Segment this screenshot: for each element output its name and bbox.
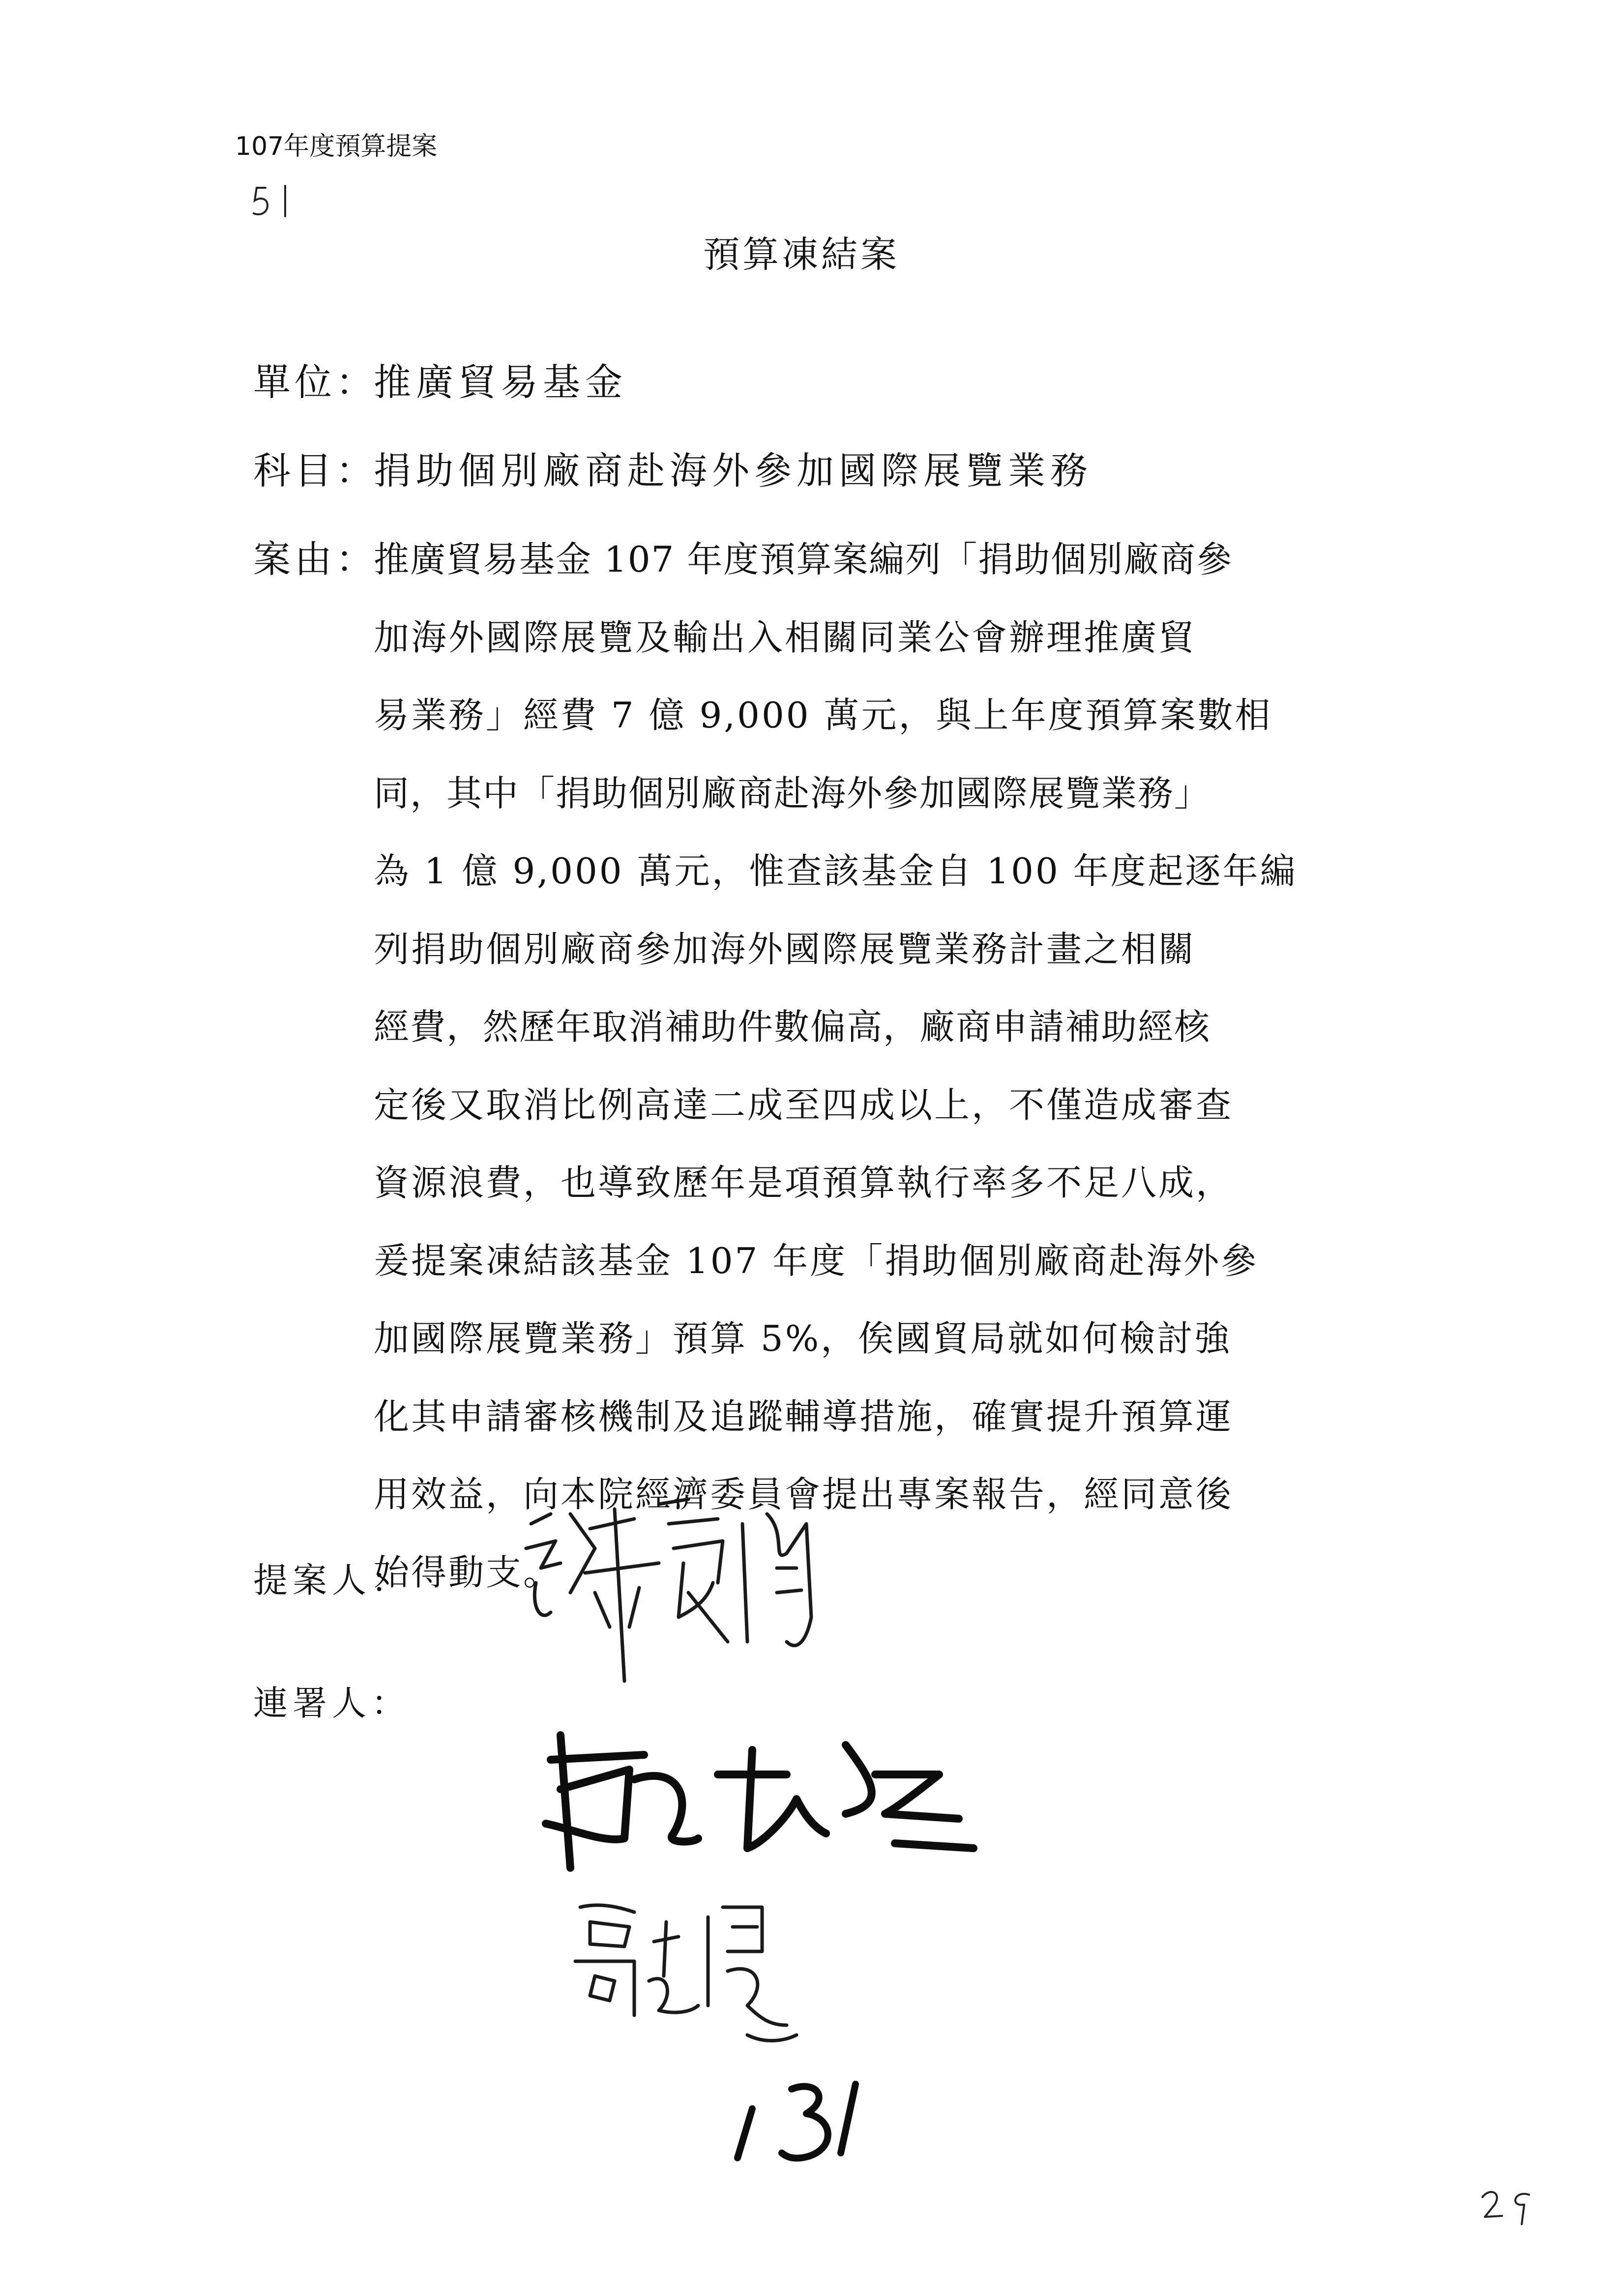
reason-line: 加海外國際展覽及輸出入相關同業公會辦理推廣貿 — [374, 616, 1196, 658]
proposer-label: 提案人： — [253, 1560, 411, 1600]
unit-label: 單位： — [253, 360, 377, 404]
reason-line: 列捐助個別廠商參加海外國際展覽業務計畫之相關 — [374, 928, 1196, 970]
handwritten-page-number-glyphs — [718, 2069, 885, 2168]
document-title: 預算凍結案 — [703, 233, 900, 276]
reason-line: 同，其中「捐助個別廠商赴海外參加國際展覽業務」 — [374, 772, 1211, 814]
reason-line: 用效益，向本院經濟委員會提出專案報告，經同意後 — [374, 1474, 1234, 1515]
handwritten-case-number-glyphs — [246, 182, 305, 221]
subject-value: 捐助個別廠商赴海外參加國際展覽業務 — [374, 449, 1093, 493]
cosigner-signature-1 — [531, 1720, 1023, 1878]
cosigner-label: 連署人： — [253, 1683, 411, 1723]
header-note: 107年度預算提案 — [235, 132, 438, 161]
cosigner-signature-2 — [561, 1897, 836, 2055]
unit-value: 推廣貿易基金 — [374, 360, 627, 404]
reason-line: 易業務」經費 7 億 9,000 萬元，與上年度預算案數相 — [374, 695, 1272, 736]
handwritten-sheet-number — [1475, 2182, 1544, 2227]
subject-label: 科目： — [253, 449, 377, 493]
reason-label: 案由： — [253, 537, 377, 581]
handwritten-case-number — [246, 182, 305, 221]
handwritten-sheet-number-glyphs — [1475, 2182, 1544, 2227]
reason-line: 經費，然歷年取消補助件數偏高，廠商申請補助經核 — [374, 1006, 1211, 1047]
reason-line: 資源浪費，也導致歷年是項預算執行率多不足八成， — [374, 1162, 1234, 1203]
reason-line: 加國際展覽業務」預算 5%，俟國貿局就如何檢討強 — [374, 1318, 1232, 1359]
reason-line: 為 1 億 9,000 萬元，惟查該基金自 100 年度起逐年編 — [374, 850, 1298, 892]
proposer-signature-strokes — [511, 1494, 905, 1701]
proposer-signature — [511, 1494, 905, 1701]
cosigner-signature-1-strokes — [531, 1720, 1023, 1878]
handwritten-page-number — [718, 2069, 885, 2168]
reason-line: 始得動支。 — [374, 1551, 561, 1593]
reason-body — [374, 536, 1396, 1627]
reason-line: 化其申請審核機制及追蹤輔導措施，確實提升預算運 — [374, 1395, 1234, 1437]
cosigner-signature-2-strokes — [561, 1897, 836, 2055]
reason-line: 推廣貿易基金 107 年度預算案編列「捐助個別廠商參 — [374, 539, 1233, 580]
reason-line: 定後又取消比例高達二成至四成以上，不僅造成審查 — [374, 1084, 1234, 1126]
reason-line: 爰提案凍結該基金 107 年度「捐助個別廠商赴海外參 — [374, 1240, 1259, 1281]
